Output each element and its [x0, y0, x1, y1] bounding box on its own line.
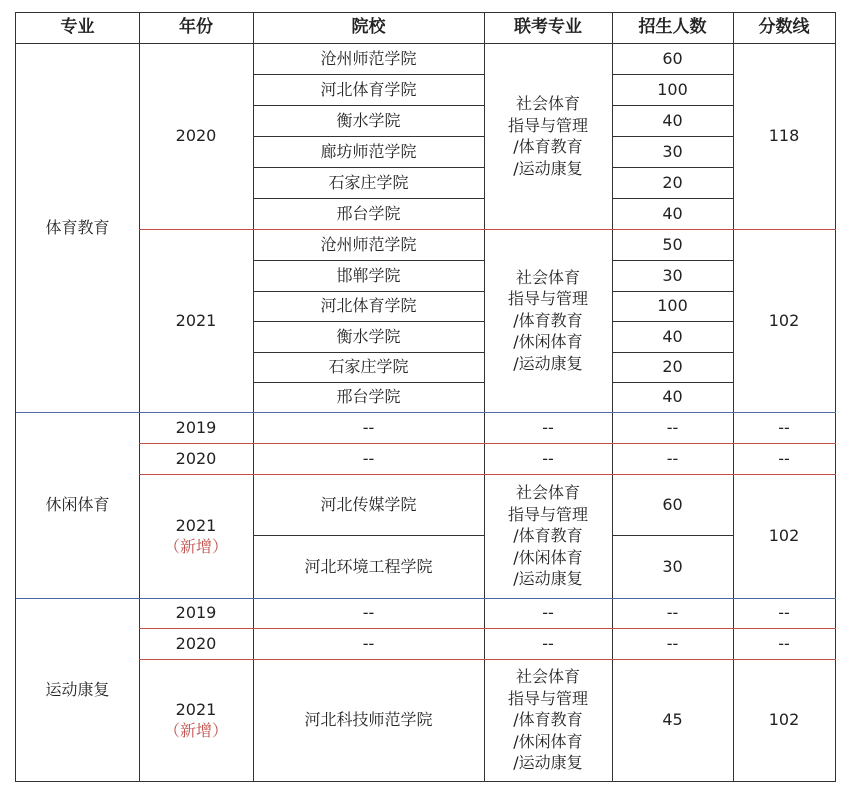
enrollment-cell: 40 — [662, 110, 683, 130]
year-leisure-2020: 2020 — [175, 448, 217, 468]
exam-major-line: 社会体育 — [515, 267, 580, 287]
enrollment-cell: -- — [666, 448, 679, 468]
year-rehab-2021 — [139, 659, 253, 781]
row-divider — [253, 291, 484, 292]
table-border-left — [15, 12, 16, 782]
exam-major-cell: -- — [542, 603, 554, 623]
score-pe-2021: 102 — [768, 310, 800, 330]
year-divider — [139, 474, 836, 475]
exam-major-line: /休闲体育 — [513, 332, 583, 352]
exam-major-rehab-2021 — [484, 659, 612, 781]
school-cell: 河北体育学院 — [320, 79, 417, 99]
school-cell: -- — [362, 417, 375, 437]
row-divider — [253, 321, 484, 322]
exam-major-cell: -- — [542, 448, 554, 468]
year-divider — [139, 628, 836, 629]
enrollment-cell: 30 — [662, 141, 683, 161]
school-cell: 衡水学院 — [336, 326, 401, 346]
column-divider — [253, 12, 254, 782]
enrollment-cell: 60 — [662, 48, 683, 68]
section-divider — [16, 598, 836, 599]
exam-major-line: /体育教育 — [513, 710, 583, 730]
enrollment-cell: 40 — [662, 387, 683, 407]
exam-major-line: 指导与管理 — [507, 504, 588, 524]
year-rehab-2020: 2020 — [175, 633, 217, 653]
school-cell: 石家庄学院 — [328, 172, 409, 192]
school-cell: 邢台学院 — [336, 203, 401, 223]
row-divider — [253, 105, 484, 106]
row-divider — [612, 260, 733, 261]
row-divider — [253, 198, 484, 199]
year-divider — [139, 659, 836, 660]
school-cell: -- — [362, 633, 375, 653]
exam-major-leisure-2021 — [484, 474, 612, 598]
school-cell: 衡水学院 — [336, 110, 401, 130]
row-divider — [253, 382, 484, 383]
row-divider — [253, 535, 484, 536]
column-divider — [612, 12, 613, 782]
year-leisure-2021-value: 2021 — [175, 515, 217, 535]
row-divider — [253, 74, 484, 75]
school-cell: 河北科技师范学院 — [304, 710, 433, 730]
year-divider — [139, 443, 836, 444]
enrollment-cell: 30 — [662, 265, 683, 285]
school-cell: -- — [362, 603, 375, 623]
enrollment-cell: -- — [666, 417, 679, 437]
school-cell: 邢台学院 — [336, 387, 401, 407]
year-pe-2021: 2021 — [175, 310, 217, 330]
enrollment-cell: 40 — [662, 203, 683, 223]
exam-major-line: /休闲体育 — [513, 731, 583, 751]
score-pe-2020: 118 — [768, 126, 800, 146]
school-cell: 河北环境工程学院 — [304, 556, 433, 576]
exam-major-line: 指导与管理 — [507, 289, 588, 309]
header-school: 院校 — [351, 17, 386, 38]
header-score-line: 分数线 — [758, 17, 810, 38]
enrollment-cell: 20 — [662, 357, 683, 377]
new-tag: （新增） — [163, 537, 228, 556]
row-divider — [612, 198, 733, 199]
row-divider — [612, 136, 733, 137]
exam-major-cell: -- — [542, 417, 554, 437]
exam-major-line: 社会体育 — [515, 667, 580, 687]
exam-major-line: /运动康复 — [513, 353, 583, 373]
exam-major-line: /体育教育 — [513, 526, 583, 546]
row-divider — [612, 321, 733, 322]
exam-major-pe-2020 — [484, 43, 612, 229]
school-cell: 河北传媒学院 — [320, 494, 417, 514]
enrollment-cell: 100 — [657, 79, 688, 99]
enrollment-cell: 50 — [662, 234, 683, 254]
exam-major-line: 指导与管理 — [507, 115, 588, 135]
row-divider — [253, 167, 484, 168]
exam-major-line: /运动康复 — [513, 158, 583, 178]
enrollment-cell: -- — [666, 633, 679, 653]
row-divider — [253, 260, 484, 261]
score-cell: -- — [778, 448, 790, 468]
exam-major-line: /运动康复 — [513, 569, 583, 589]
school-cell: -- — [362, 448, 375, 468]
exam-major-pe-2021 — [484, 229, 612, 412]
header-exam-major: 联考专业 — [514, 17, 582, 38]
year-divider — [139, 229, 836, 230]
table-border-right — [835, 12, 836, 782]
section-divider — [16, 412, 836, 413]
exam-major-cell: -- — [542, 633, 554, 653]
score-cell: -- — [778, 417, 790, 437]
enrollment-cell: 20 — [662, 172, 683, 192]
header-enrollment: 招生人数 — [638, 17, 707, 38]
year-leisure-2019: 2019 — [175, 417, 217, 437]
school-cell: 河北体育学院 — [320, 296, 417, 316]
year-pe-2020: 2020 — [175, 126, 217, 146]
enrollment-cell: 30 — [662, 556, 683, 576]
school-cell: 沧州师范学院 — [320, 234, 417, 254]
column-divider — [139, 12, 140, 782]
row-divider — [612, 167, 733, 168]
row-divider — [612, 74, 733, 75]
exam-major-line: 社会体育 — [515, 94, 580, 113]
school-cell: 沧州师范学院 — [320, 48, 417, 68]
score-leisure-2021: 102 — [768, 526, 800, 546]
row-divider — [253, 352, 484, 353]
row-divider — [253, 136, 484, 137]
exam-major-line: /体育教育 — [513, 137, 583, 156]
row-divider — [612, 291, 733, 292]
enrollment-cell: 45 — [662, 710, 683, 730]
exam-major-line: /休闲体育 — [513, 547, 583, 567]
row-divider — [612, 352, 733, 353]
row-divider — [612, 105, 733, 106]
enrollment-cell: -- — [666, 603, 679, 623]
year-rehab-2021-value: 2021 — [175, 699, 217, 719]
exam-major-line: /体育教育 — [513, 310, 583, 330]
enrollment-cell: 100 — [657, 296, 688, 316]
header-year: 年份 — [179, 17, 213, 38]
new-tag: （新增） — [163, 721, 228, 740]
major-physical-education: 体育教育 — [45, 217, 110, 237]
major-sports-rehabilitation: 运动康复 — [45, 679, 110, 699]
exam-major-line: 指导与管理 — [507, 688, 588, 708]
header-divider — [16, 43, 836, 44]
year-rehab-2019: 2019 — [175, 603, 217, 623]
row-divider — [612, 535, 733, 536]
exam-major-line: 社会体育 — [515, 483, 580, 503]
row-divider — [612, 382, 733, 383]
exam-major-line: /运动康复 — [513, 753, 583, 773]
enrollment-cell: 60 — [662, 494, 683, 514]
score-cell: -- — [778, 633, 790, 653]
major-leisure-sports: 休闲体育 — [45, 495, 110, 515]
score-cell: -- — [778, 603, 790, 623]
column-divider — [733, 12, 734, 782]
column-divider — [484, 12, 485, 782]
year-leisure-2021 — [139, 474, 253, 598]
header-major: 专业 — [60, 17, 95, 38]
school-cell: 邯郸学院 — [336, 265, 401, 285]
enrollment-cell: 40 — [662, 326, 683, 346]
score-rehab-2021: 102 — [768, 710, 800, 730]
school-cell: 石家庄学院 — [328, 357, 409, 377]
school-cell: 廊坊师范学院 — [320, 141, 417, 161]
